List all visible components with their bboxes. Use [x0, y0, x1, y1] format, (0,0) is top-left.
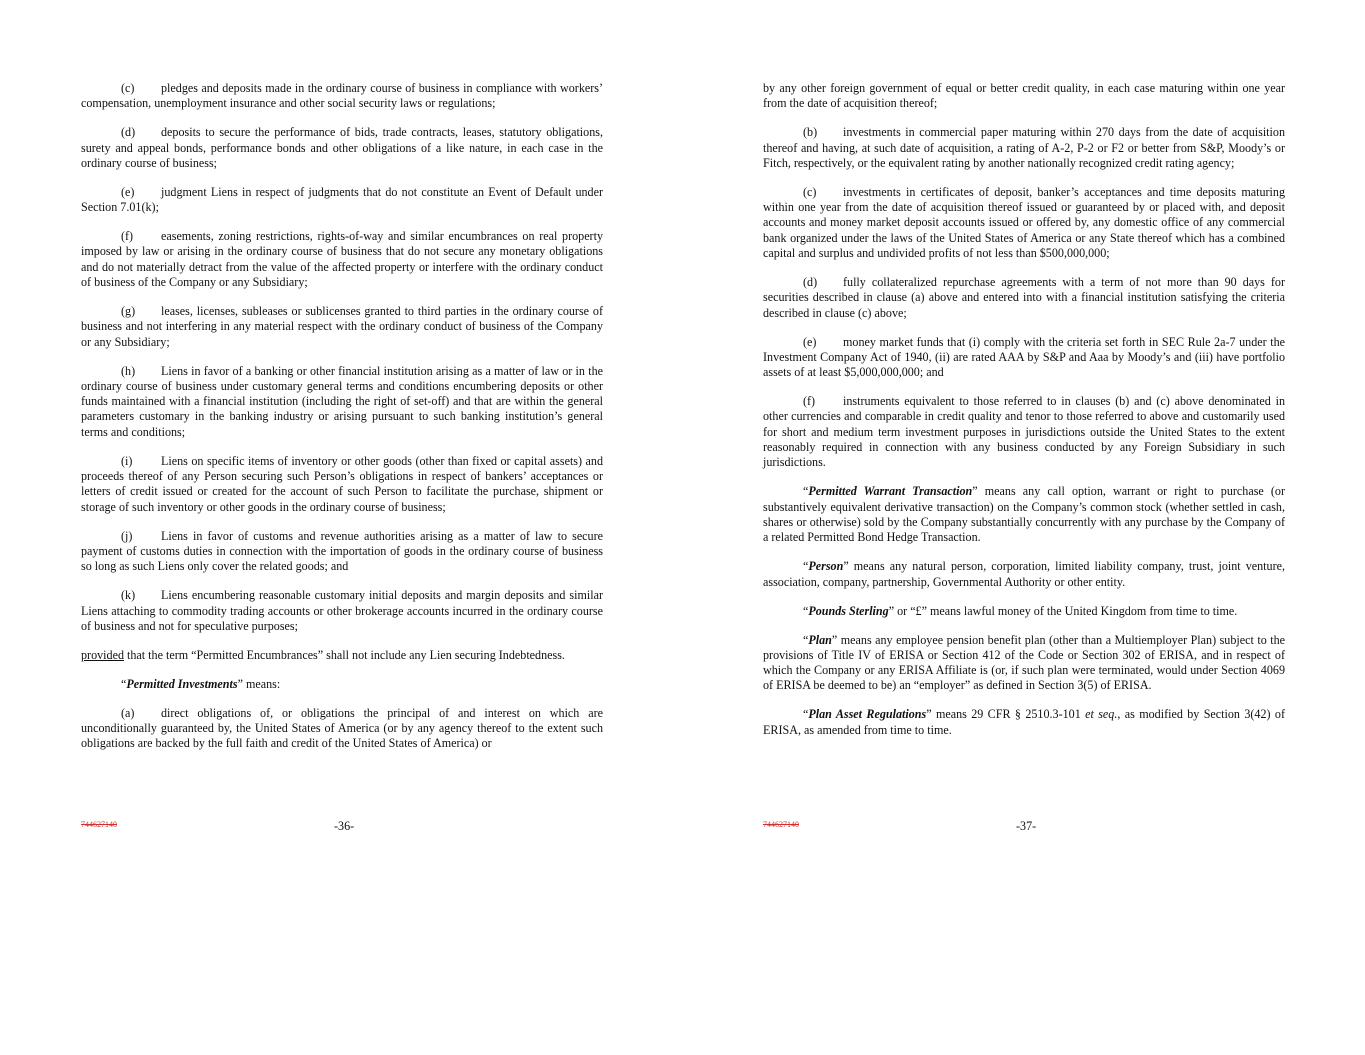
clause-label: (c): [803, 184, 817, 199]
continuation-paragraph: by any other foreign government of equal or better credit quality, in each case maturing within one year from the date of acquisition thereof;: [763, 81, 1285, 111]
document-id: 744627140: [81, 820, 117, 829]
open-quote: “: [803, 603, 809, 618]
page-36: [0, 0, 682, 1055]
open-quote: “: [803, 484, 809, 499]
clause-h: [81, 364, 603, 440]
defined-term: Permitted Investments: [126, 676, 238, 691]
clause-label: (f): [121, 229, 134, 244]
clause-text: investments in certificates of deposit, banker’s acceptances and time deposits maturing within one year from the date of acquisition thereof issued or guaranteed by or placed with, and deposit accounts and money market deposit accounts issued or offered by, any domestic office of any commercial bank organized under the laws of the United States of America or any State thereof which has a combined capital and surplus and undivided profits of not less than $500,000,000;: [763, 184, 1285, 261]
clause-text: Liens on specific items of inventory or other goods (other than fixed or capital assets) and proceeds thereof of any Person securing such Person’s obligations in respect of bankers’ acceptances or letters of credit issued or created for the account of such Person to facilitate the purchase, shipment or storage of such inventory or other goods in the ordinary course of business;: [81, 453, 603, 514]
clause-label: (i): [121, 453, 133, 468]
proviso-keyword: provided: [81, 647, 124, 662]
clause-text: leases, licenses, subleases or sublicenses granted to third parties in the ordinary course of business and not interfering in any material respect with the ordinary conduct of business of the Company or any Subsidiary;: [81, 304, 603, 349]
document-id: 744627140: [763, 820, 799, 829]
clause-label: (k): [121, 588, 136, 603]
clause-g: [81, 304, 603, 350]
definition-text: ” or “£” means lawful money of the United Kingdom from time to time.: [888, 603, 1238, 618]
definition-text-continued: , as modified by Section 3(42) of ERISA, as amended from time to time.: [763, 707, 1285, 737]
clause-f: [81, 229, 603, 290]
clause-label: (c): [121, 81, 135, 95]
clause-text: Liens in favor of customs and revenue authorities arising as a matter of law to secure payment of customs duties in connection with the importation of goods in the ordinary course of business so long as such Liens only cover the related goods; and: [81, 528, 603, 574]
clause-text: deposits to secure the performance of bids, trade contracts, leases, statutory obligations, surety and appeal bonds, performance bonds and other obligations of a like nature, in each case in the ordinary course of business;: [81, 125, 603, 170]
clause-text: easements, zoning restrictions, rights-of-way and similar encumbrances on real property imposed by law or arising in the ordinary course of business that do not secure any monetary obligations and do not materially detract from the value of the affected property or interfere with the ordinary conduct of business of the Company or any Subsidiary;: [81, 229, 603, 290]
clause-text: Liens encumbering reasonable customary initial deposits and margin deposits and similar Liens attaching to commodity trading accounts or other brokerage accounts incurred in the ordinary course of business and not for speculative purposes;: [81, 588, 603, 633]
clause-d: [763, 275, 1285, 321]
clause-text: pledges and deposits made in the ordinary course of business in compliance with workers’ compensation, unemployment insurance and other social security laws or regulations;: [81, 81, 603, 111]
clause-c: [763, 185, 1285, 261]
definition-permitted-investments: [81, 677, 603, 692]
page-body: [81, 81, 603, 765]
clause-text: investments in commercial paper maturing within 270 days from the date of acquisition thereof and having, at such date of acquisition, a rating of A-2, P-2 or F2 or better from S&P, Moody’s or Fitch, respectively, or the equivalent rating by another nationally recognized credit rating agency;: [763, 125, 1285, 170]
defined-term: Pounds Sterling: [808, 603, 889, 618]
definition-plan-asset-regulations: [763, 707, 1285, 738]
proviso-text: that the term “Permitted Encumbrances” shall not include any Lien securing Indebtedness.: [124, 647, 565, 662]
open-quote: “: [803, 632, 809, 647]
defined-term: Plan: [808, 632, 832, 647]
open-quote: “: [803, 707, 809, 722]
defined-term: Permitted Warrant Transaction: [808, 484, 973, 499]
definition-pounds-sterling: [763, 604, 1285, 619]
clause-k: [81, 588, 603, 634]
definition-person: [763, 559, 1285, 590]
clause-f: [763, 394, 1285, 470]
italic-phrase: et seq.: [1085, 707, 1118, 722]
clause-label: (e): [803, 334, 817, 349]
clause-text: fully collateralized repurchase agreements with a term of not more than 90 days for securities described in clause (a) above and entered into with a financial institution satisfying the criteria described in clause (c) above;: [763, 275, 1285, 320]
definition-text: ” means any natural person, corporation, limited liability company, trust, joint venture, association, company, partnership, Governmental Authority or other entity.: [763, 559, 1285, 589]
open-quote: “: [803, 559, 809, 574]
clause-e: [763, 335, 1285, 381]
page-body: [763, 81, 1285, 752]
clause-label: (h): [121, 363, 136, 378]
clause-i: [81, 454, 603, 515]
defined-term: Plan Asset Regulations: [808, 707, 927, 722]
definition-plan: [763, 633, 1285, 694]
clause-label: (b): [803, 125, 818, 140]
clause-text: judgment Liens in respect of judgments that do not constitute an Event of Default under Section 7.01(k);: [81, 184, 603, 215]
page-number: -37-: [1016, 819, 1037, 833]
clause-label: (j): [121, 528, 133, 543]
definition-text: ” means 29 CFR § 2510.3-101: [926, 707, 1086, 722]
clause-text: money market funds that (i) comply with the criteria set forth in SEC Rule 2a-7 under the Investment Company Act of 1940, (ii) are rated AAA by S&P and Aaa by Moody’s and (iii) have portfolio assets of at least $5,000,000,000; and: [763, 334, 1285, 380]
page-37: [683, 0, 1365, 1055]
clause-e: [81, 185, 603, 216]
clause-text: direct obligations of, or obligations the principal of and interest on which are unconditionally guaranteed by, the United States of America (or by any agency thereof to the extent such obligations are backed by the full faith and credit of the United States of America) or: [81, 705, 603, 751]
definition-text: ” means:: [237, 676, 281, 691]
clause-a: [81, 706, 603, 752]
clause-text: instruments equivalent to those referred to in clauses (b) and (c) above denominated in other currencies and comparable in credit quality and tenor to those referred to above and customarily used for short and medium term investment purposes in jurisdictions outside the United States to the extent reasonably required in connection with any business conducted by any Foreign Subsidiary in such jurisdictions.: [763, 394, 1285, 470]
definition-text: ” means any call option, warrant or right to purchase (or substantively equivalent derivative transaction) on the Company’s common stock (whether settled in cash, shares or otherwise) sold by the Company substantially concurrently with any purchase by the Company of a related Permitted Bond Hedge Transaction.: [763, 484, 1285, 545]
clause-c: [81, 81, 603, 112]
clause-text: Liens in favor of a banking or other financial institution arising as a matter of law or in the ordinary course of business under customary general terms and conditions encumbering deposits or other funds maintained with a financial institution (including the right of set-off) and that are within the general parameters customary in the banking industry or arising pursuant to such banking institution’s general terms and conditions;: [81, 363, 603, 439]
open-quote: “: [121, 676, 127, 691]
clause-label: (a): [121, 705, 135, 720]
page-number: -36-: [334, 819, 355, 833]
clause-label: (f): [803, 394, 816, 409]
clause-label: (e): [121, 184, 135, 199]
clause-d: [81, 125, 603, 171]
definition-permitted-warrant-transaction: [763, 484, 1285, 545]
clause-label: (d): [803, 275, 818, 290]
proviso-paragraph: [81, 648, 603, 663]
defined-term: Person: [808, 559, 844, 574]
definition-text: ” means any employee pension benefit plan (other than a Multiemployer Plan) subject to the provisions of Title IV of ERISA or Section 412 of the Code or Section 302 of ERISA, and in respect of which the Company or any ERISA Affiliate is (or, if such plan were terminated, would under Section 4069 of ERISA be deemed to be) an “employer” as defined in Section 3(5) of ERISA.: [763, 632, 1285, 693]
clause-j: [81, 529, 603, 575]
clause-label: (d): [121, 125, 136, 140]
clause-label: (g): [121, 304, 136, 319]
clause-b: [763, 125, 1285, 171]
